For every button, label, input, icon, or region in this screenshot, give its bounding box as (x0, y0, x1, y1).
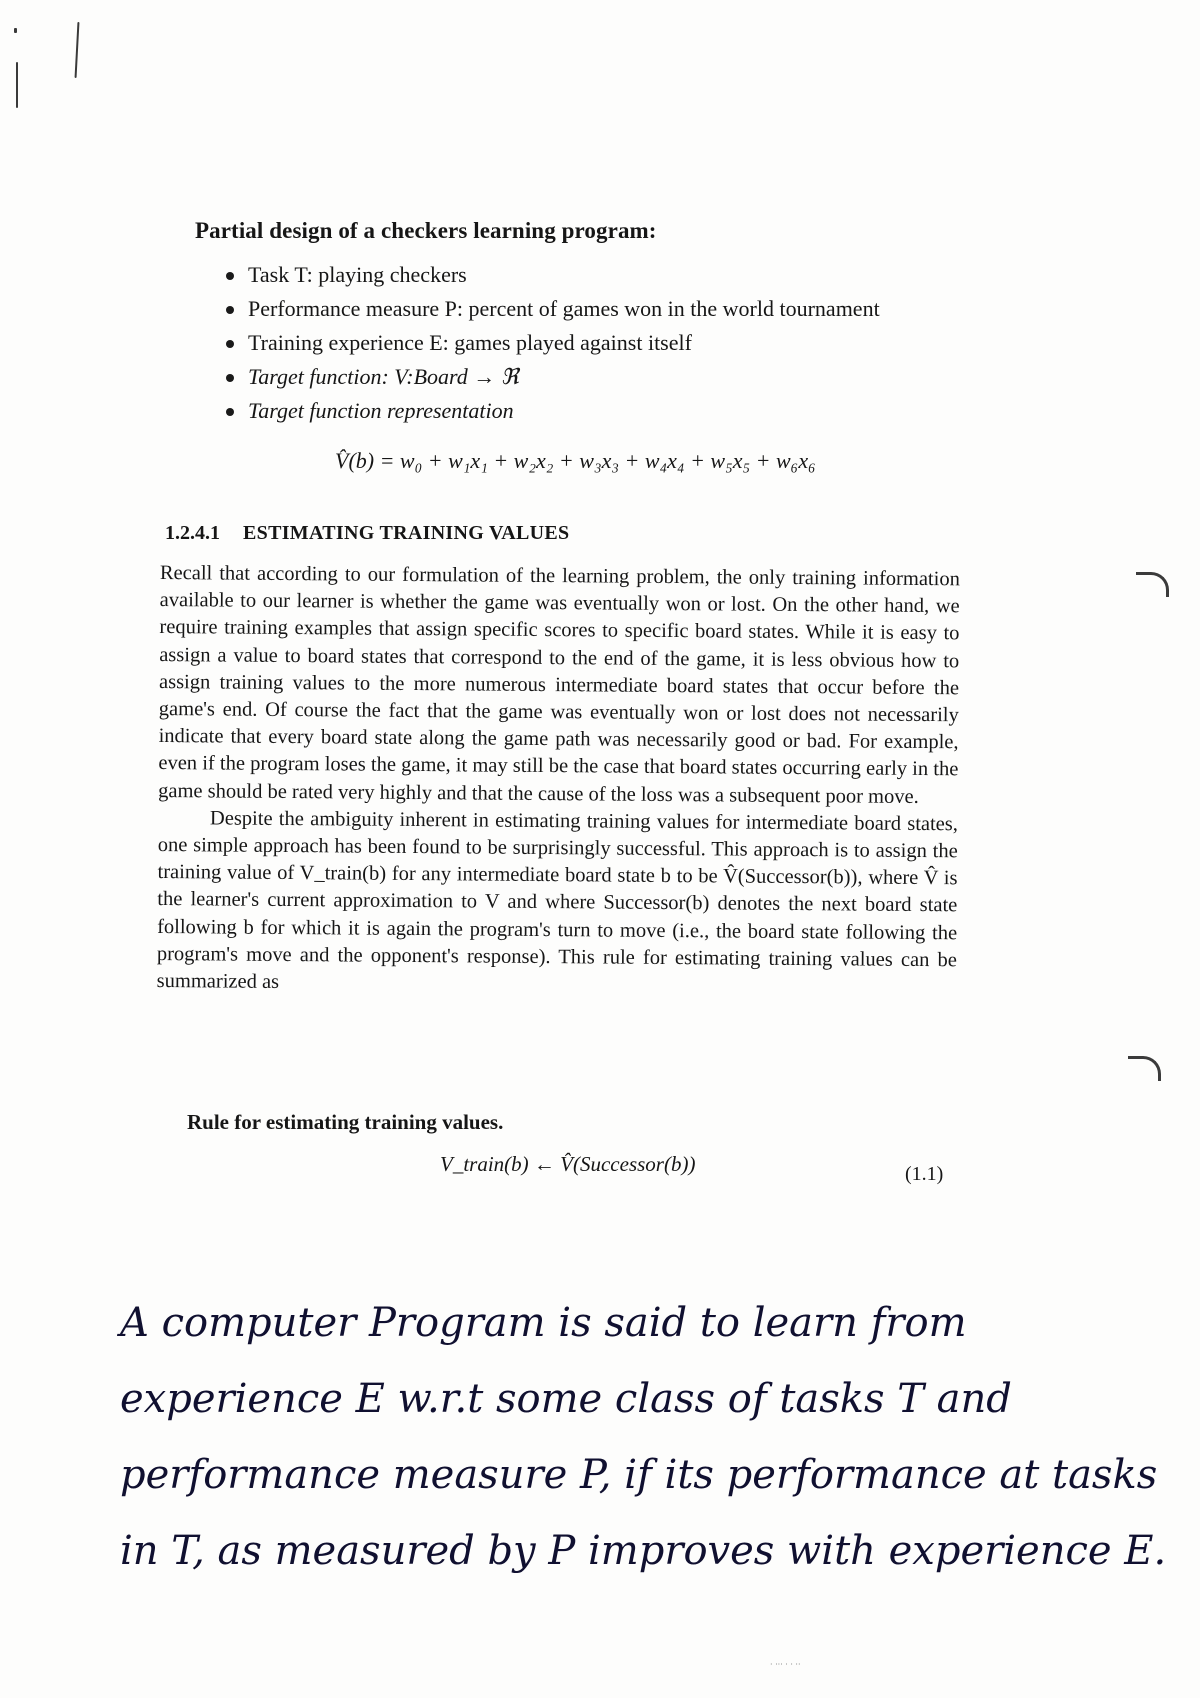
handwritten-line-4: in T, as measured by P improves with experience E. (120, 1528, 1167, 1574)
paragraph-2: Despite the ambiguity inherent in estimating training values for intermediate board states, one simple approach has been found to be surprisingly successful. This approach is to assign the training value of V_train(b) for any intermediate board state b to be V̂(Successor(b)), where V̂ is the learner's current approximation to V and where Successor(b) denotes the next board state following b for which it is again the program's turn to move (i.e., the board state following the program's move and the opponent's response). This rule for estimating training values can be summarized as (156, 807, 959, 993)
bullet-target-representation: Target function representation (222, 394, 880, 428)
handwritten-line-3: performance measure P, if its performance at tasks (120, 1452, 1158, 1498)
rule-title: Rule for estimating training values. (187, 1110, 504, 1134)
equation-number: (1.1) (905, 1163, 944, 1185)
scan-artifact-left (16, 62, 18, 108)
margin-pencil-mark-upper (1136, 572, 1169, 597)
handwritten-definition (120, 1285, 1180, 1589)
paragraph-1: Recall that according to our formulation of the learning problem, the only training information available to our learner is whether the game was eventually won or lost. On the other hand, we require training examples that assign specific scores to specific board states. While it is easy to assign a value to board states that correspond to the end of the game, it is less obvious how to assign training values to the more numerous intermediate board states that occur before the game's end. Of course the fact that the game was eventually won or lost does not necessarily indicate that every board state along the game path was necessarily good or bad. For example, even if the program loses the game, it may still be the case that board states occurring early in the game should be rated very highly and that the cause of the loss was a subsequent poor move. (158, 561, 960, 808)
body-text (157, 560, 960, 1002)
scan-artifact-dot (14, 28, 17, 33)
section-title: ESTIMATING TRAINING VALUES (243, 522, 570, 544)
handwritten-line-2: experience E w.r.t some class of tasks T and (120, 1376, 1012, 1422)
margin-pencil-mark-lower (1128, 1056, 1161, 1081)
section-number: 1.2.4.1 (165, 522, 220, 544)
bullet-task: Task T: playing checkers (222, 258, 880, 292)
bullet-performance-measure: Performance measure P: percent of games won in the world tournament (222, 292, 880, 326)
rule-equation: V_train(b) ← V̂(Successor(b)) (440, 1152, 696, 1176)
section-heading (165, 522, 569, 545)
scan-artifact-right (75, 22, 80, 78)
bullet-target-function: Target function: V:Board → ℜ (222, 360, 880, 394)
footer-scan-noise: · ··· · · ·· (770, 1660, 801, 1669)
page-heading: Partial design of a checkers learning program: (195, 218, 657, 243)
handwritten-line-1: A computer Program is said to learn from (120, 1300, 967, 1346)
bullet-training-experience: Training experience E: games played against itself (222, 326, 880, 360)
design-bullet-list (222, 258, 880, 428)
linear-representation-equation: V̂(b) = w₀ + w₁x₁ + w₂x₂ + w₃x₃ + w₄x₄ + w₅x₅ + w₆x₆ (335, 448, 816, 473)
